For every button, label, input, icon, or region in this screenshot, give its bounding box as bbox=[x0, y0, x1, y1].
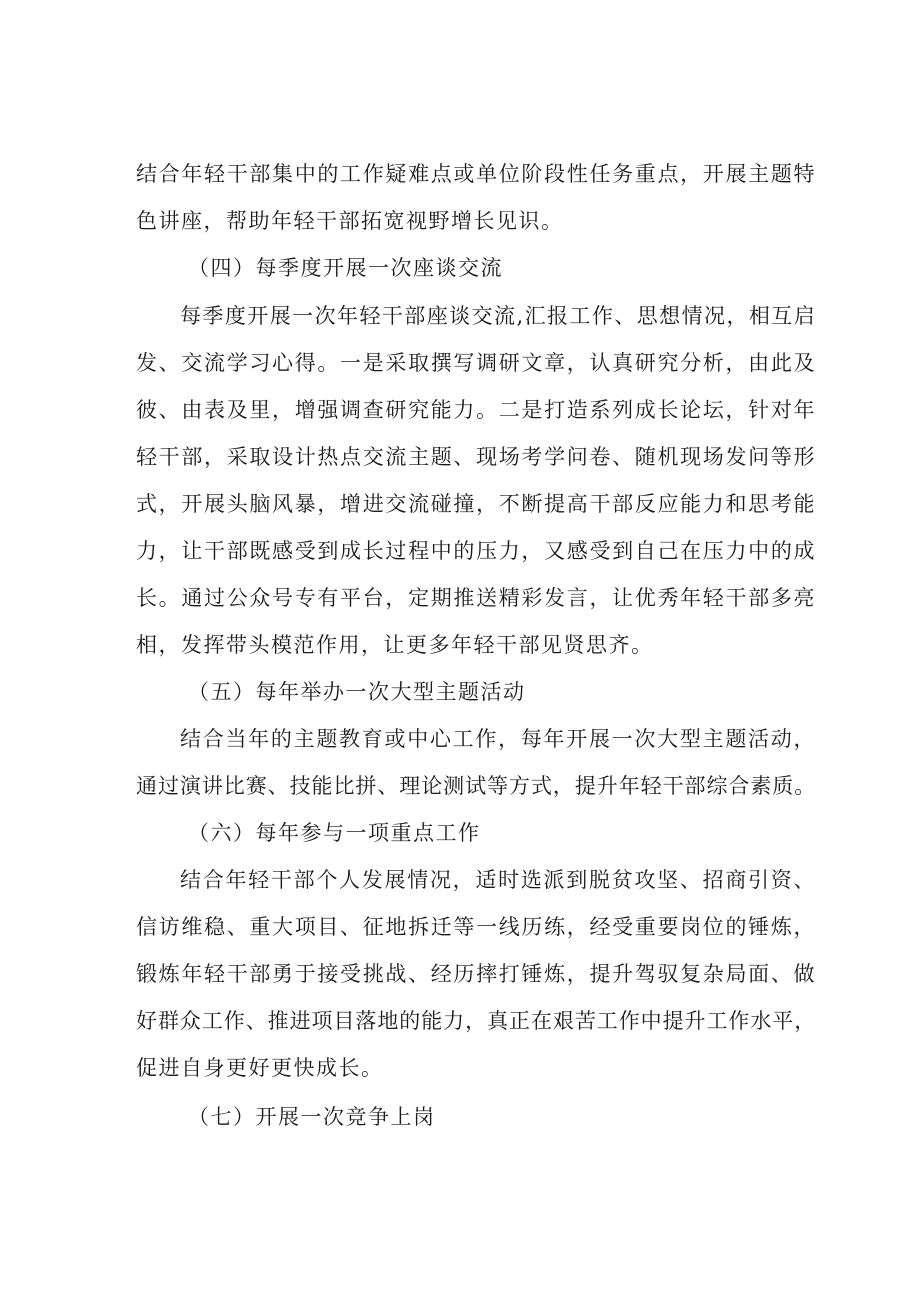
paragraph-line: 色讲座，帮助年轻干部拓宽视野增长见识。 bbox=[136, 209, 564, 233]
paragraph-line: 长。通过公众号专有平台，定期推送精彩发言，让优秀年轻干部多亮 bbox=[136, 586, 816, 610]
paragraph-line: 结合年轻干部个人发展情况，适时选派到脱贫攻坚、招商引资、 bbox=[180, 868, 816, 892]
section-heading-4: （四）每季度开展一次座谈交流 bbox=[188, 256, 503, 280]
paragraph-line: 相，发挥带头模范作用，让更多年轻干部见贤思齐。 bbox=[136, 633, 654, 657]
paragraph-line: 通过演讲比赛、技能比拼、理论测试等方式，提升年轻干部综合素质。 bbox=[136, 774, 816, 798]
paragraph-line: 信访维稳、重大项目、征地拆迁等一线历练，经受重要岗位的锤炼， bbox=[136, 915, 816, 939]
paragraph-line: 每季度开展一次年轻干部座谈交流,汇报工作、思想情况，相互启 bbox=[180, 304, 816, 328]
section-heading-7: （七）开展一次竞争上岗 bbox=[188, 1105, 436, 1129]
paragraph-line: 促进自身更好更快成长。 bbox=[136, 1056, 384, 1080]
paragraph-line: 力，让干部既感受到成长过程中的压力，又感受到自己在压力中的成 bbox=[136, 539, 816, 563]
paragraph-line: 轻干部，采取设计热点交流主题、现场考学问卷、随机现场发问等形 bbox=[136, 445, 816, 469]
paragraph-line: 彼、由表及里，增强调查研究能力。二是打造系列成长论坛，针对年 bbox=[136, 398, 816, 422]
section-heading-6: （六）每年参与一项重点工作 bbox=[188, 821, 481, 845]
paragraph-line: 好群众工作、推进项目落地的能力，真正在艰苦工作中提升工作水平， bbox=[136, 1009, 816, 1033]
paragraph-line: 结合当年的主题教育或中心工作，每年开展一次大型主题活动， bbox=[180, 727, 816, 751]
paragraph-line: 发、交流学习心得。一是采取撰写调研文章，认真研究分析，由此及 bbox=[136, 351, 816, 375]
paragraph-line: 式，开展头脑风暴，增进交流碰撞，不断提高干部反应能力和思考能 bbox=[136, 492, 816, 516]
section-heading-5: （五）每年举办一次大型主题活动 bbox=[188, 680, 526, 704]
paragraph-line: 锻炼年轻干部勇于接受挑战、经历摔打锤炼，提升驾驭复杂局面、做 bbox=[136, 962, 816, 986]
paragraph-line: 结合年轻干部集中的工作疑难点或单位阶段性任务重点，开展主题特 bbox=[136, 162, 816, 186]
